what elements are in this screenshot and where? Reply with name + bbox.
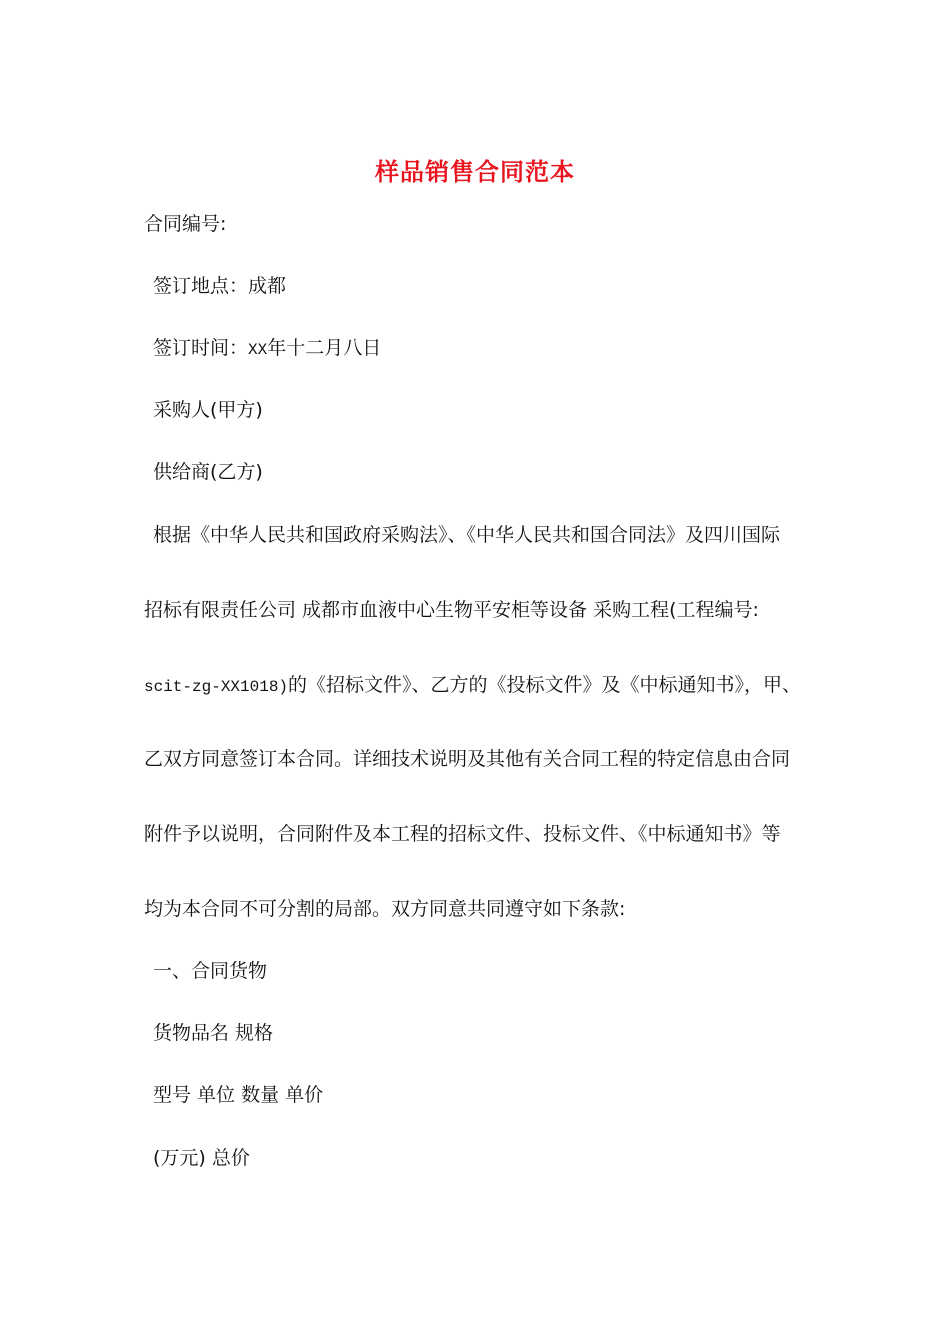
sign-time-date: 年十二月八日 — [267, 337, 382, 359]
project-code: scit-zg-XX1018) — [144, 678, 289, 696]
sign-place: 签订地点：成都 — [153, 275, 287, 297]
table-header-line-1: 货物品名 规格 — [153, 1022, 274, 1044]
body-line-1: 根据《中华人民共和国政府采购法》、《中华人民共和国合同法》及四川国际 — [153, 524, 781, 546]
body-line-4: 乙双方同意签订本合同。详细技术说明及其他有关合同工程的特定信息由合同 — [144, 748, 791, 770]
sign-time-label: 签订时间： — [153, 337, 249, 359]
table-header-line-2: 型号 单位 数量 单价 — [153, 1084, 324, 1106]
sign-time-code: XX — [248, 341, 268, 359]
table-header-line-3: (万元) 总价 — [153, 1147, 250, 1169]
body-line-2: 招标有限责任公司 成都市血液中心生物平安柜等设备 采购工程(工程编号: — [144, 599, 759, 621]
project-code-rest: 的《招标文件》、乙方的《投标文件》及《中标通知书》，甲、 — [288, 674, 802, 696]
contract-number-label: 合同编号: — [144, 213, 227, 235]
body-line-6: 均为本合同不可分割的局部。双方同意共同遵守如下条款: — [144, 898, 626, 920]
body-line-5: 附件予以说明，合同附件及本工程的招标文件、投标文件、《中标通知书》等 — [144, 823, 781, 845]
section-heading-goods: 一、合同货物 — [153, 960, 268, 982]
sign-time — [153, 336, 381, 362]
body-line-3 — [144, 673, 801, 699]
supplier-party: 供给商(乙方) — [153, 461, 263, 483]
buyer-party: 采购人(甲方) — [153, 399, 263, 421]
document-title: 样品销售合同范本 — [375, 157, 575, 186]
